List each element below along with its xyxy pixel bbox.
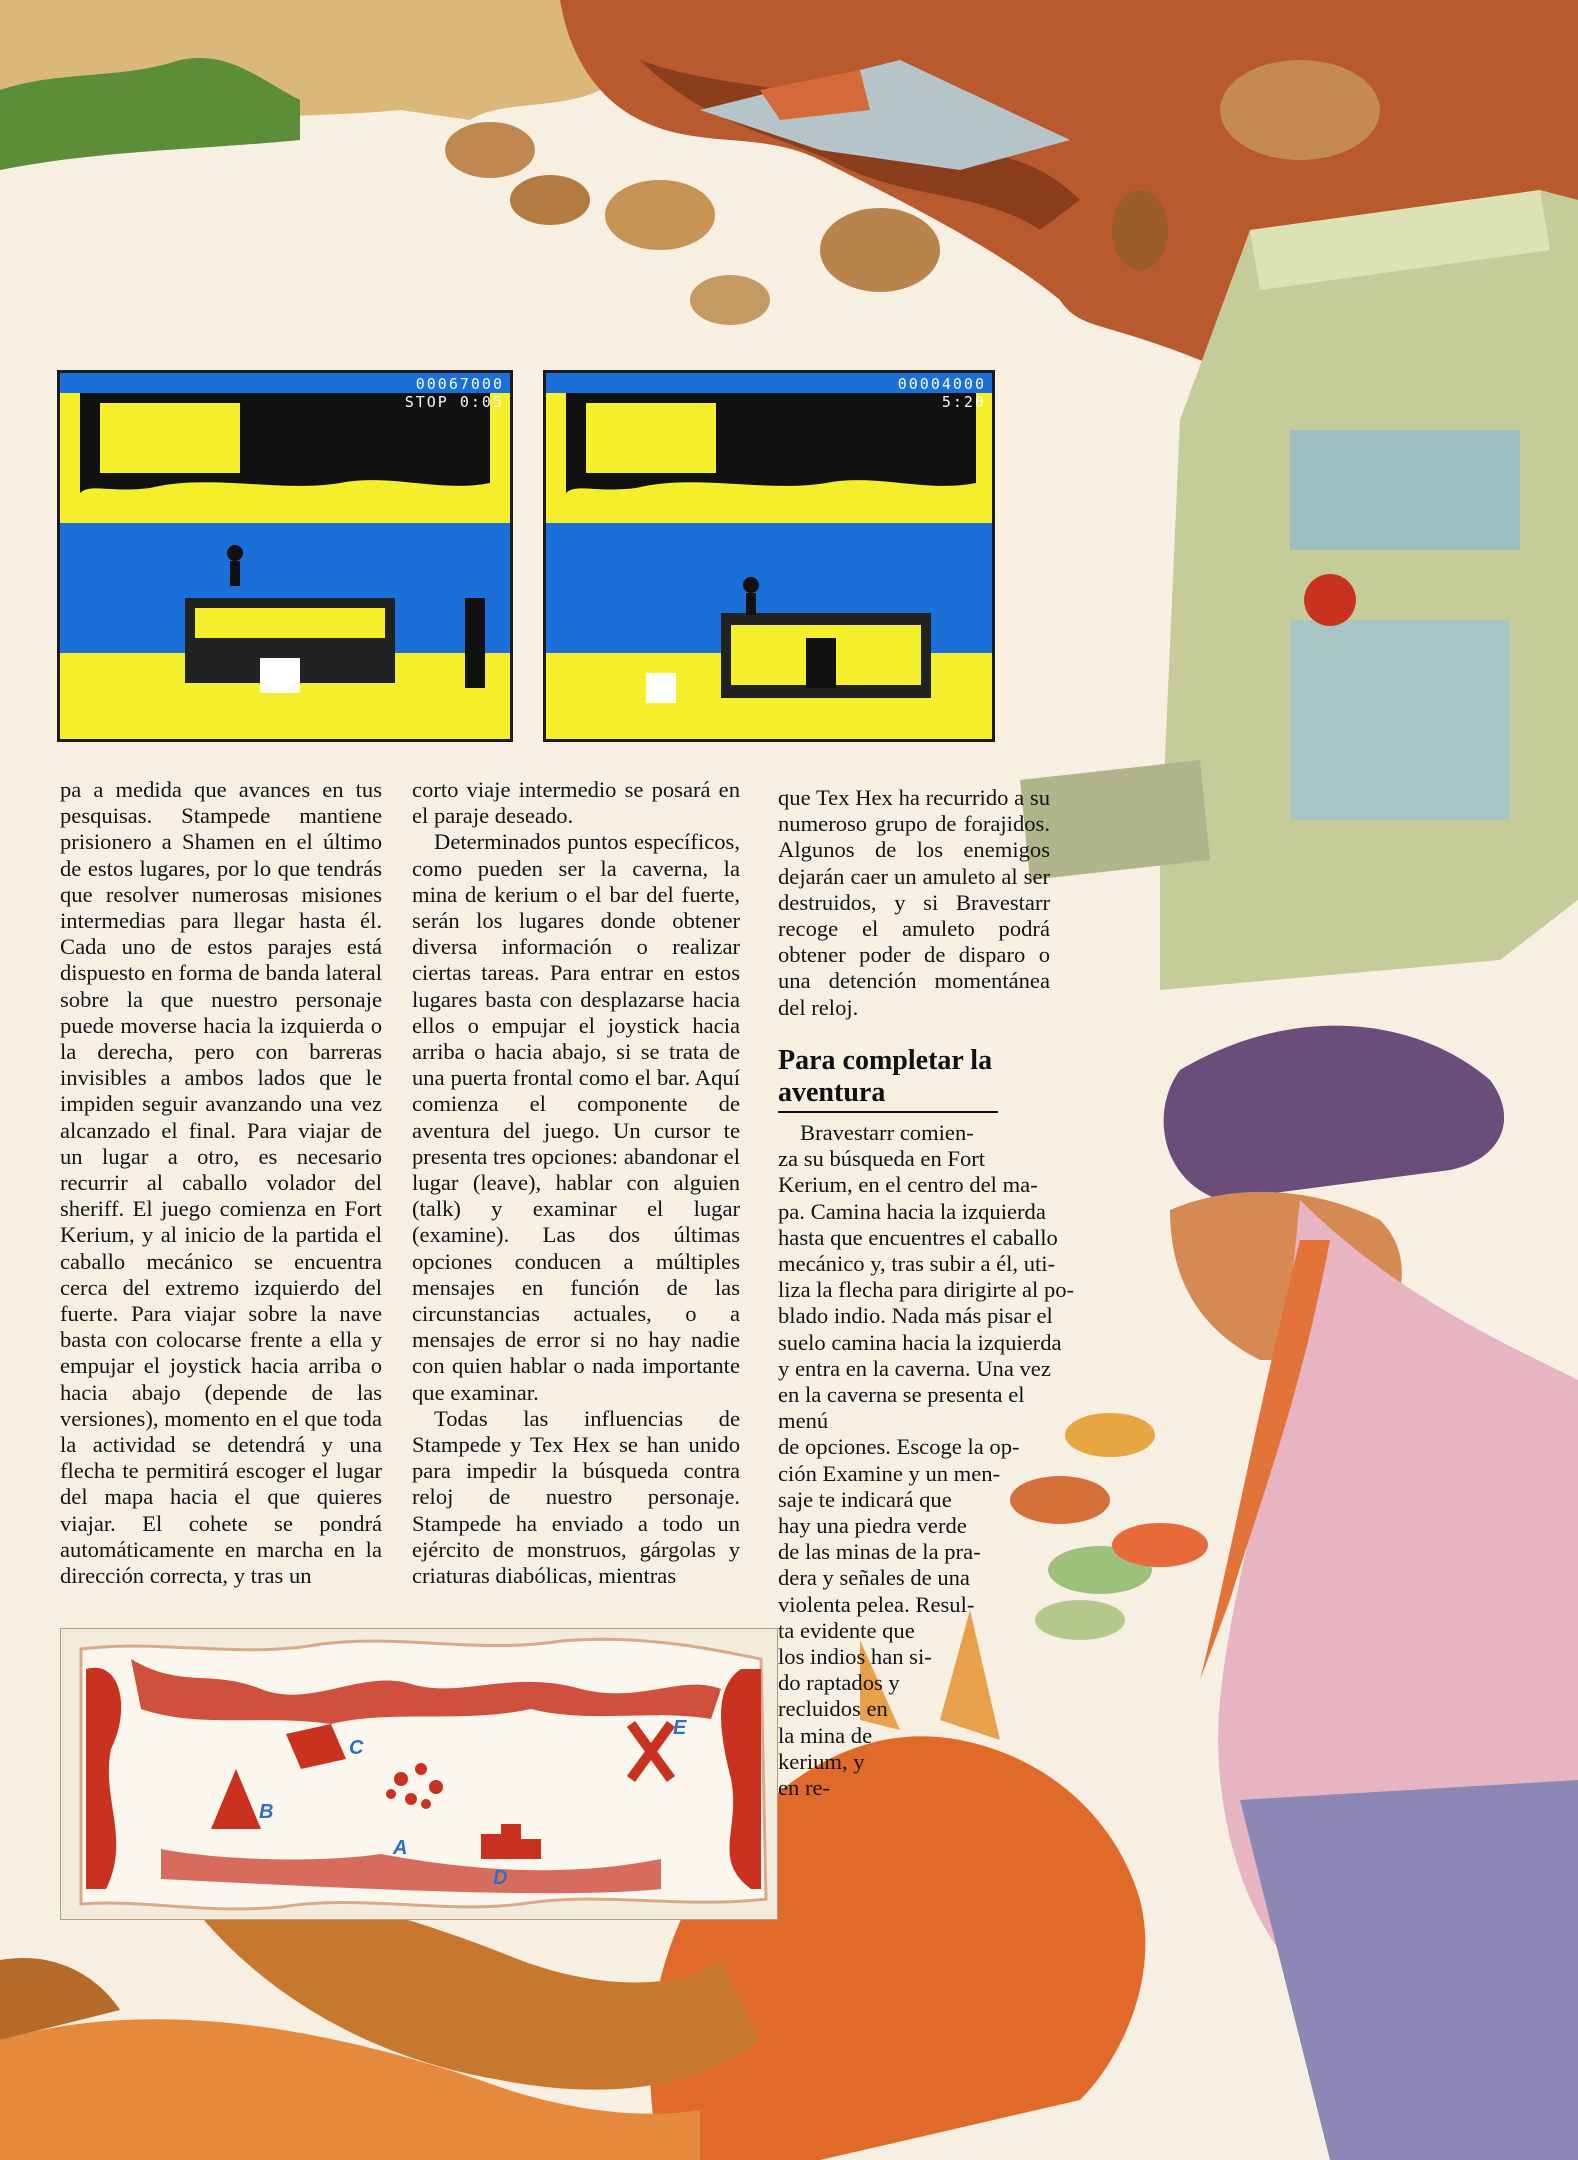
text-line: liza la flecha para dirigirte al po- (778, 1277, 1075, 1303)
game-map (60, 1628, 778, 1920)
text-line: de las minas de la pra- (778, 1539, 981, 1565)
text-line: saje te indicará que (778, 1486, 952, 1512)
text-column-2 (412, 777, 740, 1589)
text-line: suelo camina hacia la izquierda (778, 1329, 1062, 1355)
text-line: mecánico y, tras subir a él, uti- (778, 1251, 1056, 1277)
paragraph: corto viaje intermedio se posará en el paraje deseado. (412, 777, 740, 829)
stop-label: STOP (404, 393, 449, 411)
game-screenshot-2 (543, 370, 995, 742)
text-line: ción Examine y un men- (778, 1460, 1001, 1486)
text-line: do raptados y (778, 1670, 900, 1696)
map-label-b: B (259, 1801, 274, 1823)
paragraph: pa a medida que avances en tus pesquisas. Stampede mantiene prisionero a Shamen en el último de estos lugares, por lo que tendrás que resolver numerosas misiones intermedias para llegar hasta él. Cada uno de estos parajes está dispuesto en forma de banda lateral sobre la que nuestro personaje puede moverse hacia la izquierda o la derecha, pero con barreras invisibles a ambos lados que le impiden seguir avanzando una vez alcanzado el final. Para viajar de un lugar a otro, es necesario recurrir al caballo volador del sheriff. El juego comienza en Fort Kerium, y al inicio de la partida el caballo mecánico se encuentra cerca del extremo izquierdo del fuerte. Para viajar sobre la nave basta con colocarse frente a ella y empujar el joystick hacia arriba o hacia abajo (depende de las versiones), momento en el que toda la actividad se detendrá y una flecha te permitirá escoger el lugar del mapa hacia el que quieres viajar. El cohete se pondrá automáticamente en marcha en la dirección correcta, y tras un (60, 777, 382, 1589)
text-line: Bravestarr comien- (800, 1120, 974, 1145)
paragraph: que Tex Hex ha recurrido a su numeroso grupo de forajidos. Algunos de los enemigos dejarán caer un amuleto al ser destruidos, y si Bravestarr recoge el amuleto podrá obtener poder de disparo o una detención momentánea del reloj. (778, 785, 1050, 1020)
map-label-a: A (393, 1837, 408, 1859)
text-column-1 (60, 777, 382, 1589)
text-line: de opciones. Escoge la op- (778, 1434, 1020, 1460)
game-screenshot-1 (57, 370, 513, 742)
text-line: dera y señales de una (778, 1565, 970, 1591)
paragraph: Todas las influencias de Stampede y Tex Hex se han unido para impedir la búsqueda contra reloj de nuestro personaje. Stampede ha enviado a todo un ejército de monstruos, gárgolas y criaturas diabólicas, mientras (412, 1405, 740, 1589)
score-display: 00004000 (897, 375, 986, 393)
text-line: Kerium, en el centro del ma- (778, 1172, 1038, 1198)
timer-value: 0:05 (459, 393, 504, 411)
game-scene-2 (546, 373, 992, 739)
game-scene-1 (60, 373, 510, 739)
map-drawing (61, 1629, 777, 1919)
text-column-3-top (778, 785, 1050, 1021)
text-line: la mina de (778, 1722, 873, 1748)
text-line: pa. Camina hacia la izquierda (778, 1198, 1046, 1224)
timer-display (405, 393, 504, 411)
text-column-3-bottom (778, 1120, 1078, 1801)
section-heading: Para completar la aventura (778, 1045, 998, 1113)
timer-display: 5:20 (941, 393, 986, 411)
text-line: hay una piedra verde (778, 1513, 967, 1539)
paragraph: Determinados puntos específicos, como pueden ser la caverna, la mina de kerium o el bar del fuerte, serán los lugares donde obtener diversa información o realizar ciertas tareas. Para entrar en estos lugares basta con desplazarse hacia ellos o empujar el joystick hacia arriba o hacia abajo, si se trata de una puerta frontal como el bar. Aquí comienza el componente de aventura del juego. Un cursor te presenta tres opciones: abandonar el lugar (leave), hablar con alguien (talk) y examinar el lugar (examine). Las dos últimas opciones conducen a múltiples mensajes en función de las circunstancias actuales, o a mensajes de error si no hay nadie con quien hablar o nada importante que examinar. (412, 829, 740, 1405)
map-label-c: C (349, 1737, 364, 1759)
map-label-e: E (673, 1717, 687, 1739)
text-line: los indios han si- (778, 1644, 932, 1670)
text-line: violenta pelea. Resul- (778, 1591, 975, 1617)
text-line: za su búsqueda en Fort (778, 1146, 986, 1172)
text-line: recluidos en (778, 1696, 888, 1722)
text-line: en re- (778, 1775, 831, 1801)
text-line: kerium, y (778, 1748, 865, 1774)
text-line: hasta que encuentres el caballo (778, 1224, 1058, 1250)
text-line: en la caverna se presenta el menú (778, 1382, 1025, 1434)
text-line: ta evidente que (778, 1617, 915, 1643)
text-line: blado indio. Nada más pisar el (778, 1303, 1053, 1329)
text-line: y entra en la caverna. Una vez (778, 1355, 1051, 1381)
map-label-d: D (493, 1867, 508, 1889)
score-display: 00067000 (415, 375, 504, 393)
